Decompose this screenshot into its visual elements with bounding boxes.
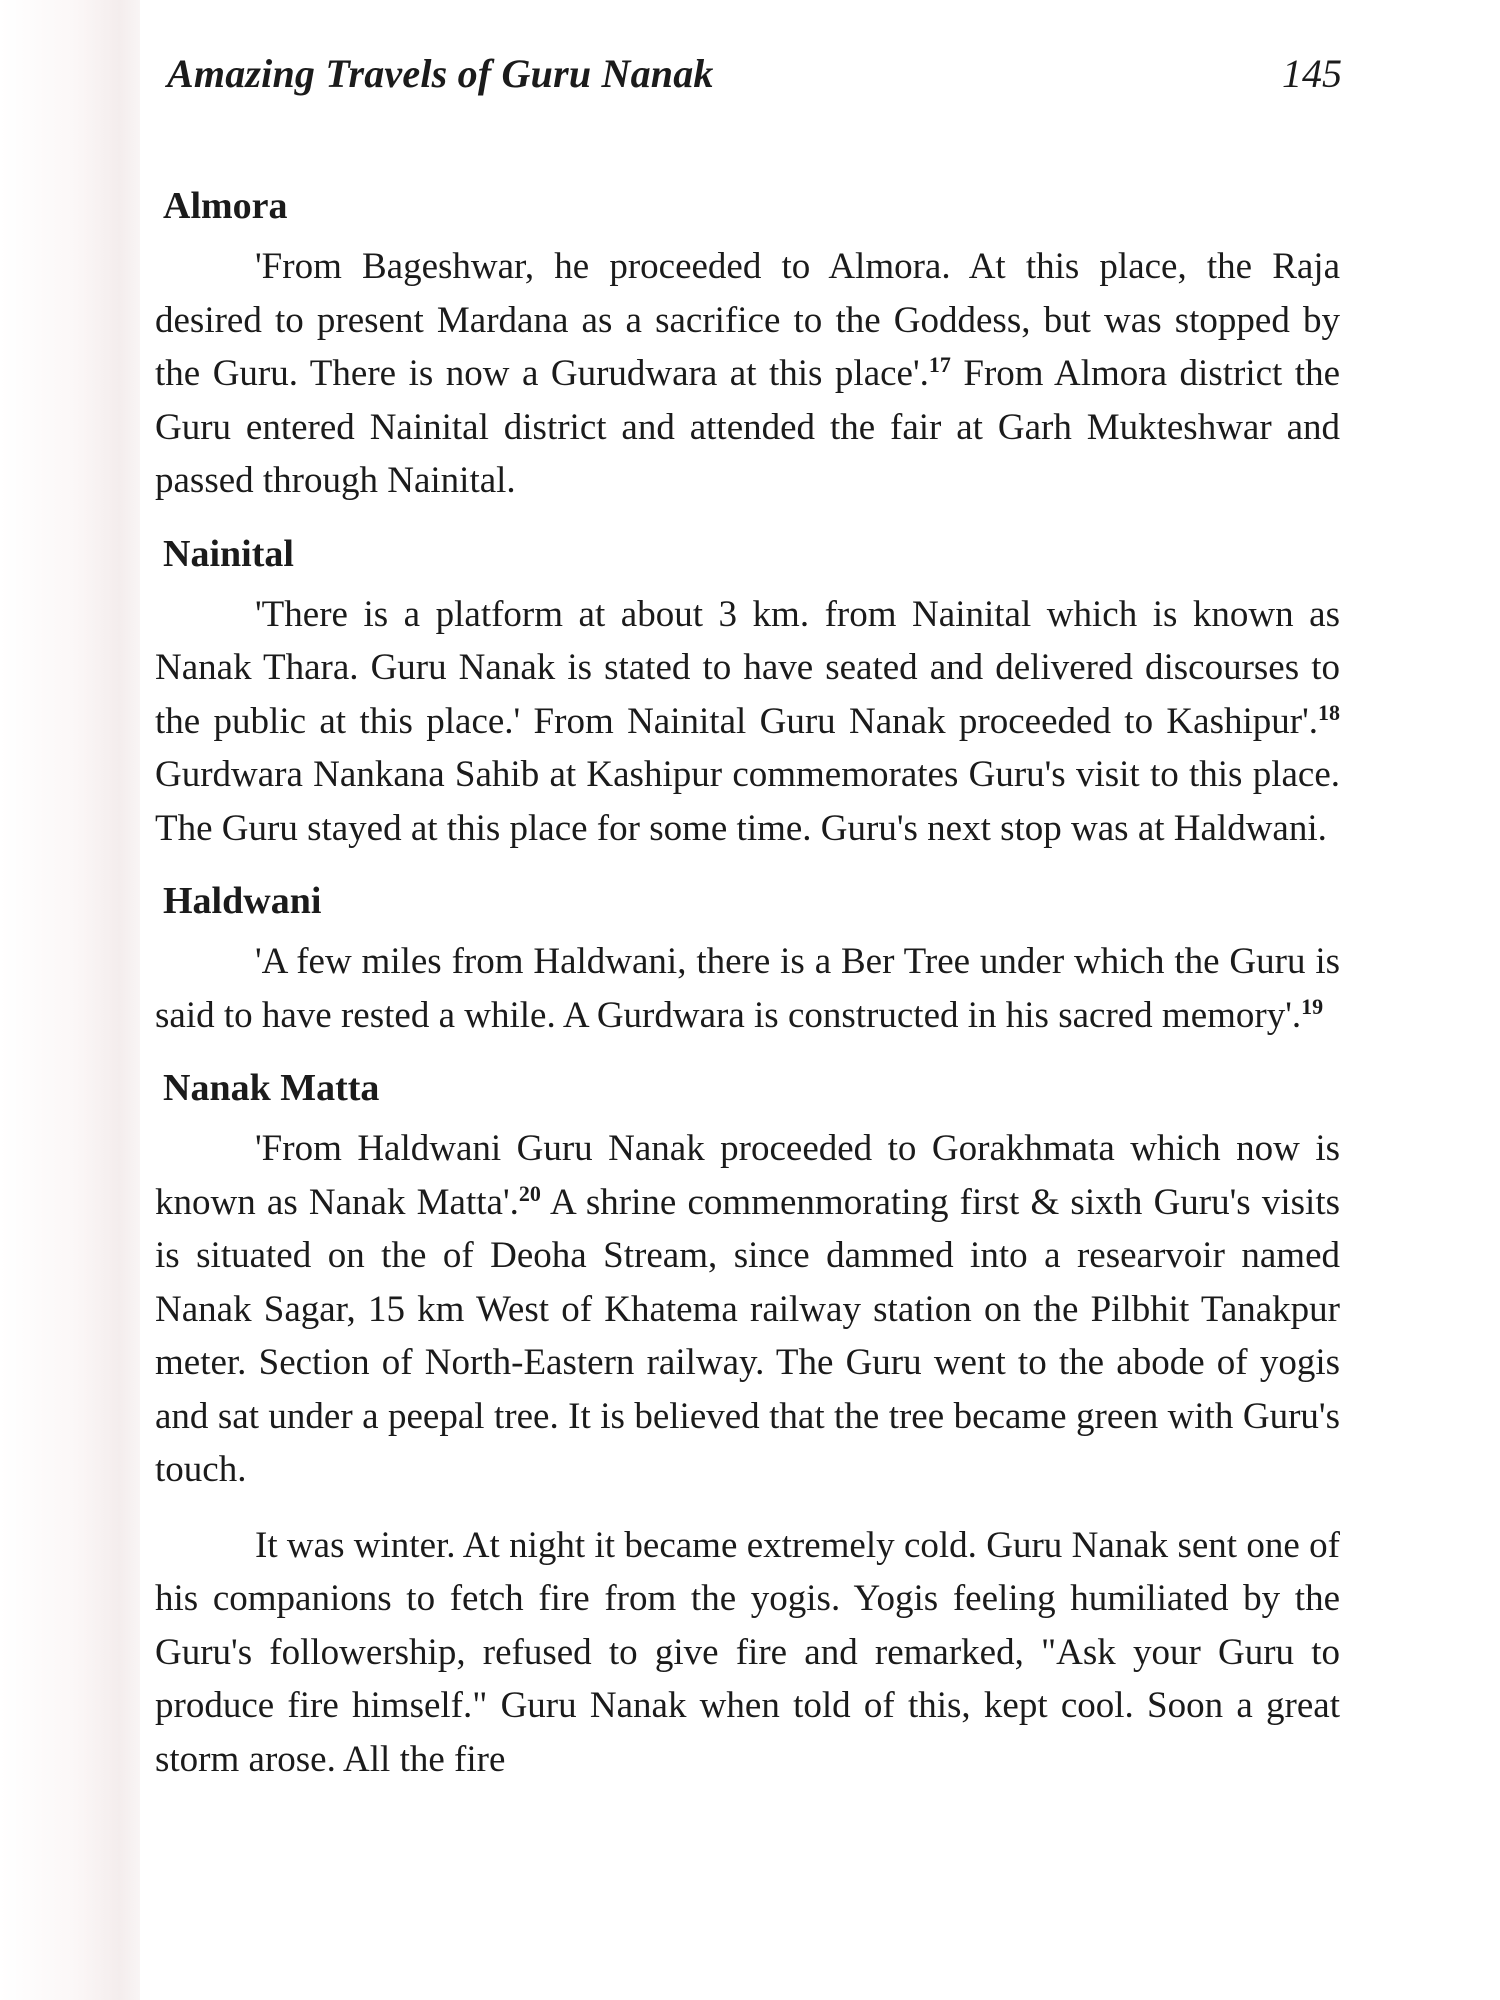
running-header bbox=[167, 50, 1342, 110]
paragraph bbox=[155, 935, 1340, 1042]
footnote-marker: 20 bbox=[518, 1180, 541, 1206]
section-heading: Almora bbox=[163, 185, 288, 227]
page-gutter-shadow bbox=[0, 0, 140, 2000]
paragraph-text: It was winter. At night it became extremely cold. Guru Nanak sent one of his companions to fetch fire from the yogis. Yogis feeling humiliated by the Guru's followership, refused to give fire and remarked, "Ask your Guru to produce fire himself." Guru Nanak when told of this, kept cool. Soon a great storm arose. All the fire bbox=[155, 1524, 1340, 1780]
paragraph-text: 'From Bageshwar, he proceeded to Almora. At this place, the Raja desired to present Mardana as a sacrifice to the Goddess, but was stopped by the Guru. There is now a Gurudwara at this place'. bbox=[155, 246, 1340, 394]
paragraph-text: Gurdwara Nankana Sahib at Kashipur commemorates Guru's visit to this place. The Guru stayed at this place for some time. Guru's next stop was at Haldwani. bbox=[155, 754, 1340, 849]
section-haldwani bbox=[155, 877, 1340, 1042]
paragraph-text: 'A few miles from Haldwani, there is a Ber Tree under which the Guru is said to have rested a while. A Gurdwara is constructed in his sacred memory'. bbox=[155, 941, 1340, 1036]
paragraph bbox=[155, 240, 1340, 508]
section-heading: Nanak Matta bbox=[163, 1067, 380, 1109]
paragraph bbox=[155, 588, 1340, 856]
footnote-marker: 18 bbox=[1318, 699, 1340, 725]
page-body bbox=[155, 182, 1340, 1808]
section-nainital bbox=[155, 530, 1340, 856]
section-heading: Nainital bbox=[163, 532, 294, 575]
section-nanak-matta bbox=[155, 1064, 1340, 1786]
page-number: 145 bbox=[1282, 51, 1342, 96]
paragraph-text: 'From Haldwani Guru Nanak proceeded to Gorakhmata which now is known as Nanak Matta'. bbox=[155, 1128, 1340, 1223]
footnote-marker: 19 bbox=[1301, 993, 1324, 1019]
running-title: Amazing Travels of Guru Nanak bbox=[167, 51, 714, 96]
paragraph-text: From Almora district the Guru entered Nainital district and attended the fair at Garh Mukteshwar and passed through Nainital. bbox=[155, 353, 1341, 501]
paragraph-text: A shrine commenmorating first & sixth Guru's visits is situated on the of Deoha Stream, since dammed into a researvoir named Nanak Sagar, 15 km West of Khatema railway station on the Pilbhit Tanakpur meter. Section of North-Eastern railway. The Guru went to the abode of yogis and sat under a peepal tree. It is believed that the tree became green with Guru's touch. bbox=[155, 1181, 1340, 1490]
paragraph-text: 'There is a platform at about 3 km. from Nainital which is known as Nanak Thara. Guru Nanak is stated to have seated and delivered discourses to the public at this place.' From Nainital Guru Nanak proceeded to Kashipur'. bbox=[155, 593, 1340, 742]
section-heading: Haldwani bbox=[163, 880, 322, 922]
book-page bbox=[155, 0, 1340, 2000]
section-almora bbox=[155, 182, 1340, 508]
paragraph bbox=[155, 1122, 1340, 1497]
paragraph bbox=[155, 1519, 1340, 1787]
footnote-marker: 17 bbox=[928, 351, 951, 377]
